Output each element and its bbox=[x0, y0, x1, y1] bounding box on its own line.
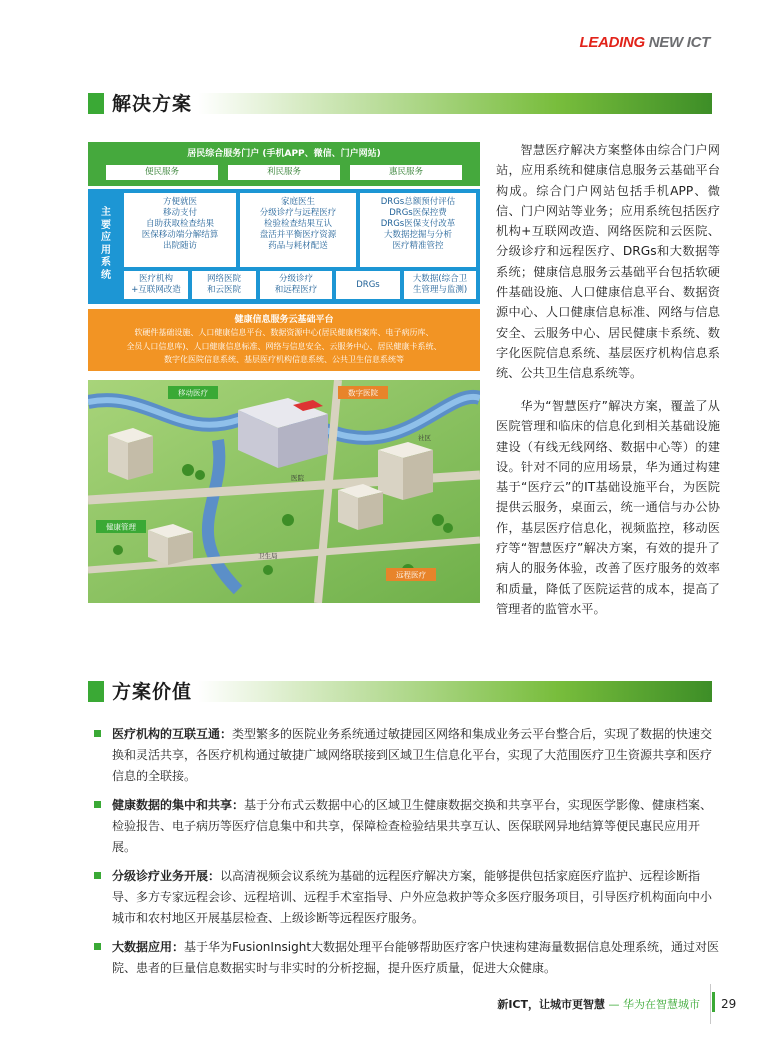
app-line: 移动支付 bbox=[162, 208, 197, 218]
footer-accent-bar bbox=[712, 992, 715, 1012]
section-gradient-bar bbox=[198, 93, 712, 114]
value-heading: 医疗机构的互联互通： bbox=[112, 727, 233, 741]
brand-leading: LEADING bbox=[579, 34, 645, 51]
bullet-marker bbox=[94, 730, 101, 737]
app-system-line: 医疗机构 bbox=[138, 274, 173, 284]
cloud-line: 全员人口信息库)、人口健康信息标准、网络与信息安全、云服务中心、居民健康卡系统、 bbox=[126, 341, 442, 351]
app-system-4 bbox=[336, 271, 400, 299]
app-system-line: +互联网改造 bbox=[131, 285, 181, 295]
value-item bbox=[94, 937, 720, 979]
app-line: 检验检查结果互认 bbox=[263, 219, 332, 229]
footer-slogan bbox=[497, 996, 700, 1012]
cloud-body bbox=[88, 326, 480, 367]
app-system-line: 大数据(综合卫 bbox=[412, 274, 468, 284]
app-system-2 bbox=[192, 271, 256, 299]
brand-logo bbox=[580, 34, 711, 51]
label-health: 健康管理 bbox=[106, 522, 136, 532]
building-bottom bbox=[148, 524, 193, 565]
value-body: 基于分布式云数据中心的区域卫生健康数据交换和共享平台，实现医学影像、健康档案、检验报告、电子病历等医疗信息集中和共享，保障检查检验结果共享互认、医保联网异地结算等便民惠民应用开展。 bbox=[112, 798, 713, 854]
label-remote: 远程医疗 bbox=[396, 570, 426, 580]
portal-service-3: 惠民服务 bbox=[350, 165, 462, 180]
brand-new-ict: NEW ICT bbox=[644, 34, 710, 51]
value-body: 类型繁多的医院业务系统通过敏捷园区网络和集成业务云平台整合后，实现了数据的快速交换和灵活共享，各医疗机构通过敏捷广域网络联接到区域卫生信息化平台，实现了大范围医疗卫生资源共享和医疗信息的全联接。 bbox=[112, 727, 713, 783]
portal-title: 居民综合服务门户 (手机APP、微信、门户网站) bbox=[187, 149, 381, 159]
cloud-title: 健康信息服务云基础平台 bbox=[234, 315, 334, 325]
value-heading: 分级诊疗业务开展： bbox=[112, 869, 221, 883]
solution-overview-text bbox=[496, 140, 720, 384]
apps-side-char: 应 bbox=[101, 232, 111, 243]
apps-side-char: 主 bbox=[101, 207, 111, 218]
app-line: 盘活并平衡医疗资源 bbox=[259, 230, 337, 240]
value-list bbox=[94, 724, 720, 987]
apps-side-char: 统 bbox=[101, 269, 111, 281]
label-digital: 数字医院 bbox=[348, 388, 378, 398]
label-health-bureau: 卫生局 bbox=[258, 552, 278, 560]
section-title: 方案价值 bbox=[112, 679, 198, 705]
building-right bbox=[378, 442, 433, 500]
app-line: DRGs总额预付评估 bbox=[380, 197, 456, 207]
app-system-5 bbox=[404, 271, 476, 299]
cloud-platform-layer bbox=[88, 309, 480, 371]
huawei-solution-text bbox=[496, 396, 720, 619]
app-line: 出院随访 bbox=[162, 241, 197, 251]
app-box-1 bbox=[124, 193, 236, 267]
app-line: 大数据挖掘与分析 bbox=[383, 230, 452, 240]
value-heading: 大数据应用： bbox=[112, 940, 185, 954]
apps-side-char: 系 bbox=[101, 257, 111, 268]
huawei-paragraph: 华为“智慧医疗”解决方案，覆盖了从医院管理和临床的信息化到相关基础设施建设（有线无线网络、数据中心等）的建设。针对不同的应用场景，华为通过构建基于“医疗云”的IT基础设施平台，为医院提供云服务，桌面云，统一通信与办公协作，基层医疗信息化，视频监控，移动医疗等“智慧医疗”解决方案，有效的提升了病人的服务体验，改善了医疗服务的效率和质量，降低了医院运营的成本，提高了管理者的监管水平。 bbox=[496, 399, 720, 616]
app-box-3 bbox=[360, 193, 476, 267]
app-system-line: 网络医院 bbox=[206, 274, 241, 284]
overview-paragraph: 智慧医疗解决方案整体由综合门户网站，应用系统和健康信息服务云基础平台构成。综合门户网站包括手机APP、微信、门户网站等业务；应用系统包括医疗机构+互联网改造、网络医院和云医院、分级诊疗和远程医疗、DRGs和大数据等系统；健康信息服务云基础平台包括软硬件基础设施、人口健康信息平台、数据资源中心、人口健康信息标准、网络与信息安全、云服务中心、居民健康卡系统、数字化医院信息系统、基层医疗机构信息系统、公共卫生信息系统等。 bbox=[496, 143, 720, 381]
apps-side-char: 要 bbox=[101, 219, 111, 231]
value-body: 基于华为FusionInsight大数据处理平台能够帮助医疗客户快速构建海量数据信息处理系统，通过对医院、患者的巨量信息数据实时与非实时的分析挖掘，提升医疗质量，促进大众健康。 bbox=[112, 940, 720, 975]
section-gradient-bar bbox=[198, 681, 712, 702]
app-line: 分级诊疗与远程医疗 bbox=[259, 208, 337, 218]
building-center bbox=[338, 484, 383, 530]
footer-slogan-bold: 新ICT，让城市更智慧 bbox=[497, 998, 605, 1011]
illustration-svg bbox=[88, 380, 480, 603]
architecture-diagram bbox=[88, 142, 480, 371]
apps-side-label bbox=[92, 193, 120, 300]
app-line: 药品与耗材配送 bbox=[268, 241, 328, 251]
section-marker bbox=[88, 93, 104, 114]
solution-section-header bbox=[88, 91, 712, 117]
label-hospital: 医院 bbox=[291, 474, 304, 482]
app-system-3 bbox=[260, 271, 332, 299]
app-system-line: 分级诊疗 bbox=[278, 274, 313, 284]
footer-subtitle: 华为在智慧城市 bbox=[623, 998, 700, 1011]
label-mobile: 移动医疗 bbox=[178, 388, 208, 398]
cloud-line: 软硬件基础设施、人口健康信息平台、数据资源中心(居民健康档案库、电子病历库、 bbox=[134, 328, 434, 337]
bullet-marker bbox=[94, 943, 101, 950]
app-system-1 bbox=[124, 271, 188, 299]
bullet-marker bbox=[94, 801, 101, 808]
apps-layer bbox=[88, 189, 480, 304]
value-item bbox=[94, 795, 720, 858]
app-line: 家庭医生 bbox=[280, 197, 315, 207]
footer-dash: — bbox=[605, 998, 623, 1011]
value-heading: 健康数据的集中和共享： bbox=[112, 798, 245, 812]
app-line: DRGs医保控费 bbox=[389, 208, 447, 218]
value-item bbox=[94, 724, 720, 787]
app-line: 医疗精准管控 bbox=[392, 241, 444, 251]
value-item bbox=[94, 866, 720, 929]
app-system-line: 和远程医疗 bbox=[274, 285, 318, 295]
app-line: DRGs医保支付改革 bbox=[380, 219, 456, 229]
label-community: 社区 bbox=[418, 434, 431, 442]
portal-service-2: 利民服务 bbox=[228, 165, 340, 180]
app-line: 方便就医 bbox=[162, 197, 197, 207]
portal-layer bbox=[88, 142, 480, 186]
value-section-header bbox=[88, 679, 712, 705]
bullet-marker bbox=[94, 872, 101, 879]
app-line: 医保移动端分解结算 bbox=[141, 230, 219, 240]
section-marker bbox=[88, 681, 104, 702]
app-box-2 bbox=[240, 193, 356, 267]
building-left bbox=[108, 428, 153, 480]
page-number: 29 bbox=[721, 997, 737, 1011]
apps-side-char: 用 bbox=[101, 244, 111, 256]
footer-divider bbox=[710, 984, 711, 1024]
portal-service-1: 便民服务 bbox=[106, 165, 218, 180]
section-title: 解决方案 bbox=[112, 91, 198, 117]
smart-medical-illustration bbox=[88, 380, 480, 603]
cloud-line: 数字化医院信息系统、基层医疗机构信息系统、公共卫生信息系统等 bbox=[164, 355, 404, 364]
app-system-line: DRGs bbox=[356, 280, 380, 290]
app-line: 自助获取检查结果 bbox=[145, 219, 214, 229]
value-body: 以高清视频会议系统为基础的远程医疗解决方案，能够提供包括家庭医疗监护、远程诊断指导、多方专家远程会诊、远程培训、远程手术室指导、户外应急救护等众多医疗服务项目，引导医疗机构面向中小城市和农村地区开展基层检查、上级诊断等远程医疗服务。 bbox=[112, 869, 713, 925]
app-system-line: 和云医院 bbox=[206, 285, 241, 295]
app-system-line: 生管理与监测) bbox=[412, 285, 468, 295]
